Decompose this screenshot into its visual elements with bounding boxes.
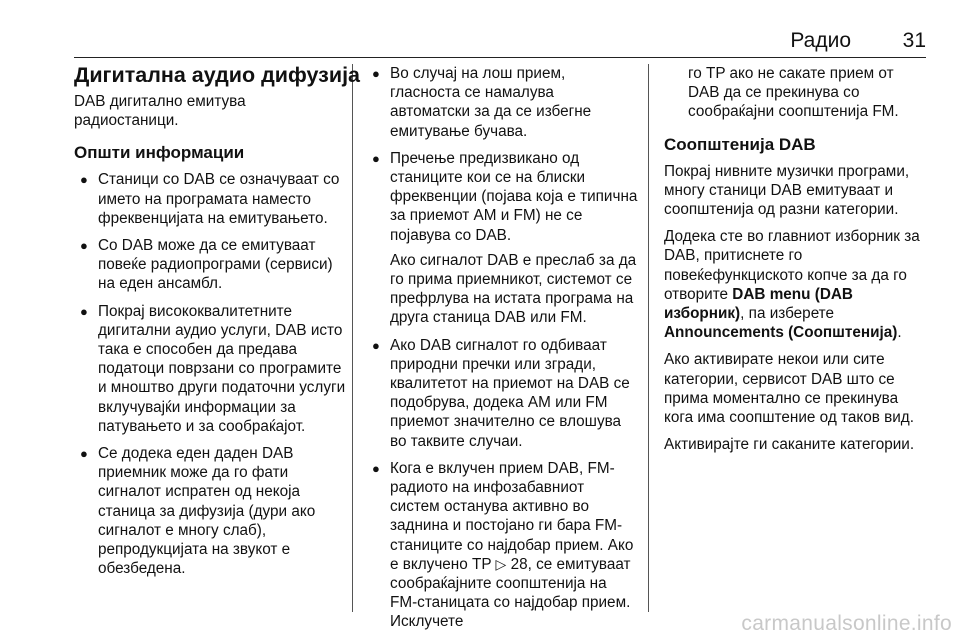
paragraph: Додека сте во главниот изборник за DAB, притиснете го повеќефункциското копче за да го отворите DAB menu (DAB изборник), па изберете Announcements (Соопштенија). <box>664 228 920 342</box>
paragraph: Покрај нивните музички програми, многу станици DAB емитуваат и соопштенија од разни категории. <box>664 162 910 219</box>
bullet-icon: ● <box>80 446 88 462</box>
bullet-icon: ● <box>372 150 380 166</box>
bullet-icon: ● <box>80 172 88 188</box>
list-item: ● Со DAB може да се емитуваат повеќе радиопрограми (сервиси) на еден ансамбл. <box>80 237 333 293</box>
list-item: ● Станици со DAB се означуваат со името на програмата наместо фреквенцијата на емитувањето. <box>80 171 340 227</box>
list-item: ● Во случај на лош прием, гласноста се намалува автоматски за да се избегне емитување бучава. <box>372 65 592 140</box>
column-1 <box>74 62 361 586</box>
header-rule <box>74 57 926 58</box>
bullet-icon: ● <box>372 337 380 353</box>
bullet-icon: ● <box>80 303 88 319</box>
list-item: ● Кога е вклучен прием DAB, FM-радиото на инфозабавниот систем останува активно во заднина и постојано ги бара FM-станиците со најдобар прием. Ако е вклучено TP ▷ 28, се емитуваат сообраќајните соопштенија на FM-станицата со најдобар прием. Исклучете <box>372 459 634 631</box>
list-item: ● Пречење предизвикано од станиците кои се на блиски фреквенции (појава која е типична за приемот AM и FM) не се појавува со DAB. <box>372 149 638 244</box>
column-2 <box>366 64 638 640</box>
list-item: ● Ако DAB сигналот го одбиваат природни пречки или згради, квалитетот на приемот на DAB се подобрува, додека AM или FM приемот значително се влошува во таквите случаи. <box>372 336 630 450</box>
page-reference[interactable]: 28 <box>510 555 528 573</box>
info-list <box>366 336 638 632</box>
menu-name: DAB menu (DAB изборник) <box>664 285 853 323</box>
continued-text: го TP ако не сакате прием от DAB да се прекинува со сообраќајни соопштенија FM. <box>688 65 899 121</box>
sub-heading: Општи информации <box>74 143 245 163</box>
main-heading: Дигитална аудио дифузија <box>74 63 361 87</box>
triangle-ref-icon[interactable]: ▷ <box>495 555 507 572</box>
bullet-icon: ● <box>80 238 88 254</box>
sub-paragraph: Ако сигналот DAB е преслаб за да го прима приемникот, системот се префрлува на истата програма на друга станица DAB или FM. <box>390 251 637 327</box>
page-header <box>74 20 926 56</box>
bullet-icon: ● <box>372 66 380 81</box>
watermark: carmanualsonline.info <box>741 612 952 635</box>
bullet-icon: ● <box>372 460 380 476</box>
column-divider <box>352 64 353 612</box>
column-3 <box>664 64 929 462</box>
section-title: Радио <box>790 29 851 52</box>
list-item: ● Покрај висококвалитетните дигитални аудио услуги, DAB исто така е способен да предава податоци поврзани со програмите и мноштво други податочни услуги вклучувајќи информации за патувањето и за сообраќајот. <box>80 302 346 435</box>
info-list <box>366 64 638 245</box>
info-list <box>74 170 346 578</box>
sub-heading: Соопштенија DAB <box>664 134 816 154</box>
menu-item-name: Announcements (Соопштенија) <box>664 324 898 342</box>
paragraph: Ако активирате некои или сите категории, сервисот DAB што се прима моментално се прекинува кога има соопштение од таков вид. <box>664 351 914 427</box>
intro-paragraph: DAB дигитално емитува радиостаници. <box>74 93 246 130</box>
paragraph: Активирајте ги саканите категории. <box>664 436 915 454</box>
page-number: 31 <box>902 29 926 52</box>
list-item: ● Се додека еден даден DAB приемник може да го фати сигналот испратен од некоја станица за дифузија (дури ако сигналот е многу слаб), репродукцијата на звукот е обезбедена. <box>80 445 316 578</box>
column-divider <box>648 64 649 612</box>
